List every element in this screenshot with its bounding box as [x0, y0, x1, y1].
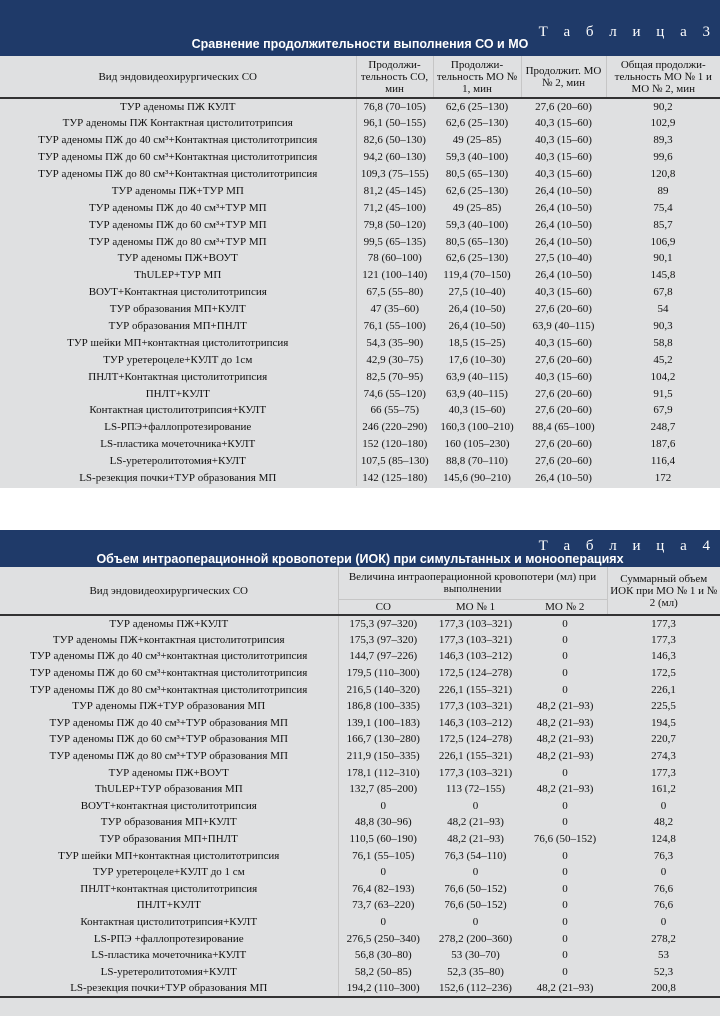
- value-cell: 48,2 (21–93): [536, 750, 594, 763]
- column-header: Продолжит. МО № 2, мин: [521, 56, 606, 98]
- table-row: [0, 615, 720, 632]
- procedure-cell: ТУР аденомы ПЖ до 60 см³+ТУР образования МП: [0, 731, 338, 748]
- value-cell: 0: [380, 799, 386, 812]
- table-row: [0, 199, 720, 216]
- value-cell: 48,2 (21–93): [536, 700, 594, 713]
- value-cell: 124,8: [651, 833, 676, 846]
- procedure-cell: ТУР аденомы ПЖ до 60 см³+Контактная цистолитотрипсия: [0, 149, 356, 166]
- procedure-cell: LS-пластика мочеточника+КУЛТ: [0, 436, 356, 453]
- value-cell: 0: [562, 949, 568, 962]
- value-cell: 120,8: [650, 168, 676, 180]
- column-header: Продолжи-тельность СО, мин: [356, 56, 433, 98]
- value-cell: 175,3 (97–320): [349, 633, 418, 646]
- table-row: [0, 402, 720, 419]
- value-cell: 76,1 (55–100): [363, 320, 426, 333]
- table-row: [0, 216, 720, 233]
- value-cell: 52,3: [653, 965, 674, 978]
- value-cell: 132,7 (85–200): [349, 783, 418, 796]
- table-row: [0, 182, 720, 199]
- table-row: [0, 132, 720, 149]
- value-cell: 58,2 (50–85): [354, 965, 412, 978]
- value-cell: 67,5 (55–80): [366, 286, 424, 299]
- value-cell: 88,8 (70–110): [446, 455, 508, 468]
- table-3-header: [0, 0, 720, 56]
- value-cell: 99,5 (65–135): [363, 235, 426, 248]
- value-cell: 40,3 (15–60): [535, 370, 592, 383]
- value-cell: 18,5 (15–25): [448, 336, 506, 349]
- value-cell: 119,4 (70–150): [443, 269, 511, 282]
- value-cell: 76,6 (50–152): [533, 833, 597, 846]
- value-cell: 110,5 (60–190): [349, 833, 417, 846]
- value-cell: 27,6 (20–60): [535, 387, 592, 400]
- procedure-cell: ТУР аденомы ПЖ+ТУР МП: [0, 182, 356, 199]
- value-cell: 67,8: [653, 286, 673, 299]
- value-cell: 62,6 (25–130): [445, 184, 509, 197]
- value-cell: 17,6 (10–30): [448, 353, 506, 366]
- table-4-number: Т а б л и ц а 4: [538, 538, 716, 554]
- value-cell: 96,1 (50–155): [363, 117, 426, 130]
- table-row: [0, 980, 720, 997]
- table-row: [0, 748, 720, 765]
- procedure-cell: ТУР аденомы ПЖ КУЛТ: [0, 98, 356, 115]
- value-cell: 0: [562, 849, 568, 862]
- procedure-cell: LS-резекция почки+ТУР образования МП: [0, 980, 338, 997]
- value-cell: 278,2: [651, 932, 676, 945]
- value-cell: 175,3 (97–320): [349, 617, 418, 630]
- table-row: [0, 318, 720, 335]
- table-4: [0, 530, 720, 1016]
- value-cell: 89,3: [653, 134, 673, 147]
- table-row: [0, 334, 720, 351]
- value-cell: 88,4 (65–100): [532, 421, 595, 434]
- table-row: [0, 930, 720, 947]
- table-row: [0, 798, 720, 815]
- value-cell: 0: [380, 866, 386, 879]
- value-cell: 161,2: [651, 783, 676, 796]
- table-row: [0, 831, 720, 848]
- value-cell: 194,5: [651, 716, 676, 729]
- subcolumn-header: СО: [338, 599, 428, 615]
- value-cell: 76,8 (70–105): [363, 100, 426, 113]
- value-cell: 106,9: [650, 235, 676, 248]
- value-cell: 90,3: [653, 320, 673, 333]
- value-cell: 62,6 (25–130): [445, 100, 509, 113]
- value-cell: 42,9 (30–75): [366, 353, 424, 366]
- column-group-header: Величина интраоперационной кровопотери (мл) при выполнении: [348, 570, 597, 595]
- value-cell: 75,4: [653, 201, 673, 214]
- table-row: [0, 814, 720, 831]
- value-cell: 0: [472, 799, 479, 812]
- procedure-cell: ТУР аденомы ПЖ Контактная цистолитотрипсия: [0, 115, 356, 132]
- value-cell: 144,7 (97–226): [349, 650, 418, 663]
- procedure-cell: ТУР аденомы ПЖ+ВОУТ: [0, 764, 338, 781]
- table-row: [0, 715, 720, 732]
- table-3-number: Т а б л и ц а 3: [538, 24, 716, 40]
- value-cell: 58,8: [653, 336, 673, 349]
- value-cell: 178,1 (112–310): [346, 766, 420, 779]
- table-row: [0, 897, 720, 914]
- value-cell: 89: [657, 184, 669, 197]
- value-cell: 48,2: [653, 816, 674, 829]
- value-cell: 76,6: [653, 899, 674, 912]
- value-cell: 226,1 (155–321): [438, 683, 513, 696]
- value-cell: 145,8: [650, 269, 676, 282]
- value-cell: 187,6: [650, 438, 676, 451]
- value-cell: 0: [562, 617, 568, 630]
- value-cell: 177,3: [651, 633, 676, 646]
- value-cell: 53: [658, 949, 669, 962]
- value-cell: 194,2 (110–300): [346, 981, 420, 994]
- table-row: [0, 665, 720, 682]
- value-cell: 82,6 (50–130): [363, 134, 426, 147]
- value-cell: 0: [660, 866, 667, 879]
- value-cell: 91,5: [653, 387, 673, 400]
- value-cell: 48,8 (30–96): [354, 816, 412, 829]
- value-cell: 145,6 (90–210): [443, 472, 511, 485]
- table-row: [0, 233, 720, 250]
- procedure-cell: ТУР аденомы ПЖ до 40 см³+контактная цистолитотрипсия: [0, 648, 338, 665]
- procedure-cell: LS-РПЭ+фаллопротезирование: [0, 419, 356, 436]
- value-cell: 246 (220–290): [362, 421, 428, 434]
- table-row: [0, 947, 720, 964]
- value-cell: 76,1 (55–105): [352, 849, 415, 862]
- procedure-cell: ТУР образования МП+КУЛТ: [0, 814, 338, 831]
- value-cell: 0: [562, 899, 568, 912]
- value-cell: 48,2 (21–93): [447, 833, 504, 846]
- procedure-cell: LS-РПЭ +фаллопротезирование: [0, 930, 338, 947]
- value-cell: 0: [562, 799, 568, 812]
- table-row: [0, 698, 720, 715]
- value-cell: 186,8 (100–335): [346, 700, 420, 713]
- value-cell: 0: [562, 965, 568, 978]
- procedure-cell: LS-резекция почки+ТУР образования МП: [0, 470, 356, 487]
- table-row: [0, 98, 720, 115]
- column-header: Общая продолжи-тельность МО № 1 и МО № 2, мин: [614, 58, 712, 95]
- value-cell: 48,2 (21–93): [536, 733, 594, 746]
- subcolumn-header: МО № 2: [523, 599, 607, 615]
- procedure-cell: ТУР аденомы ПЖ до 80 см³+контактная цистолитотрипсия: [0, 681, 338, 698]
- value-cell: 40,3 (15–60): [535, 336, 592, 349]
- value-cell: 85,7: [653, 218, 673, 231]
- procedure-cell: ПНЛТ+контактная цистолитотрипсия: [0, 881, 338, 898]
- value-cell: 49 (25–85): [452, 201, 502, 214]
- procedure-cell: Контактная цистолитотрипсия+КУЛТ: [0, 914, 338, 931]
- value-cell: 109,3 (75–155): [360, 168, 429, 180]
- value-cell: 152 (120–180): [362, 438, 428, 451]
- table-row: [0, 632, 720, 649]
- value-cell: 48,2 (21–93): [536, 716, 594, 729]
- value-cell: 40,3 (15–60): [535, 168, 592, 180]
- procedure-cell: ПНЛТ+КУЛТ: [0, 385, 356, 402]
- value-cell: 52,3 (35–80): [447, 965, 504, 978]
- value-cell: 0: [562, 932, 568, 945]
- procedure-cell: LS-уретеролитотомия+КУЛТ: [0, 963, 338, 980]
- table-row: [0, 847, 720, 864]
- value-cell: 177,3 (103–321): [438, 700, 513, 713]
- value-cell: 94,2 (60–130): [363, 151, 426, 164]
- value-cell: 225,5: [651, 700, 676, 713]
- value-cell: 73,7 (63–220): [352, 899, 415, 912]
- value-cell: 76,4 (82–193): [352, 882, 415, 895]
- table-row: [0, 914, 720, 931]
- value-cell: 226,1: [651, 683, 676, 696]
- value-cell: 48,2 (21–93): [447, 816, 504, 829]
- table-row: [0, 284, 720, 301]
- value-cell: 63,9 (40–115): [446, 370, 508, 383]
- value-cell: 78 (60–100): [367, 252, 422, 265]
- value-cell: 248,7: [650, 421, 676, 434]
- value-cell: 0: [562, 866, 568, 879]
- procedure-cell: Контактная цистолитотрипсия+КУЛТ: [0, 402, 356, 419]
- value-cell: 172,5: [651, 667, 676, 680]
- table-3: [0, 0, 720, 488]
- value-cell: 0: [380, 915, 386, 928]
- value-cell: 56,8 (30–80): [354, 949, 412, 962]
- table-row: [0, 368, 720, 385]
- table-3-grid: [0, 56, 720, 486]
- value-cell: 211,9 (150–335): [346, 750, 420, 763]
- value-cell: 81,2 (45–145): [363, 184, 426, 197]
- value-cell: 40,3 (15–60): [535, 134, 592, 147]
- table-row: [0, 166, 720, 183]
- value-cell: 26,4 (10–50): [448, 303, 506, 316]
- value-cell: 80,5 (65–130): [445, 168, 509, 180]
- value-cell: 0: [562, 915, 568, 928]
- value-cell: 40,3 (15–60): [535, 286, 592, 299]
- procedure-cell: ThULEP+ТУР образования МП: [0, 781, 338, 798]
- value-cell: 80,5 (65–130): [445, 235, 509, 248]
- value-cell: 0: [660, 799, 667, 812]
- table-row: [0, 385, 720, 402]
- procedure-cell: ПНЛТ+Контактная цистолитотрипсия: [0, 368, 356, 385]
- value-cell: 177,3 (103–321): [438, 617, 513, 630]
- procedure-cell: ТУР аденомы ПЖ до 60 см³+контактная цистолитотрипсия: [0, 665, 338, 682]
- value-cell: 172: [654, 472, 672, 485]
- procedure-cell: ТУР аденомы ПЖ до 80 см³+Контактная цистолитотрипсия: [0, 166, 356, 183]
- value-cell: 0: [472, 915, 479, 928]
- value-cell: 179,5 (110–300): [346, 667, 420, 680]
- value-cell: 40,3 (15–60): [448, 404, 506, 417]
- value-cell: 276,5 (250–340): [346, 932, 420, 945]
- procedure-cell: ТУР образования МП+ПНЛТ: [0, 318, 356, 335]
- procedure-cell: ТУР аденомы ПЖ до 40 см³+ТУР образования МП: [0, 715, 338, 732]
- value-cell: 79,8 (50–120): [363, 218, 426, 231]
- value-cell: 40,3 (15–60): [535, 151, 592, 164]
- procedure-cell: ТУР образования МП+КУЛТ: [0, 301, 356, 318]
- value-cell: 45,2: [653, 353, 673, 366]
- table-row: [0, 864, 720, 881]
- table-row: [0, 419, 720, 436]
- column-header: Вид эндовидеохирургических СО: [0, 56, 356, 98]
- value-cell: 278,2 (200–360): [438, 932, 513, 945]
- value-cell: 59,3 (40–100): [445, 151, 509, 164]
- value-cell: 40,3 (15–60): [535, 117, 592, 130]
- table-3-title: Сравнение продолжительности выполнения СО и МО: [191, 37, 529, 51]
- value-cell: 220,7: [651, 733, 676, 746]
- value-cell: 0: [562, 650, 568, 663]
- value-cell: 26,4 (10–50): [448, 320, 506, 333]
- table-4-grid: [0, 567, 720, 998]
- subcolumn-header: МО № 1: [428, 599, 523, 615]
- value-cell: 74,6 (55–120): [363, 387, 426, 400]
- procedure-cell: ТУР уретероцеле+КУЛТ до 1см: [0, 351, 356, 368]
- table-row: [0, 764, 720, 781]
- value-cell: 54,3 (35–90): [366, 336, 424, 349]
- value-cell: 146,3: [651, 650, 676, 663]
- value-cell: 177,3: [651, 617, 676, 630]
- table-row: [0, 301, 720, 318]
- value-cell: 27,6 (20–60): [535, 404, 592, 417]
- value-cell: 27,6 (20–60): [535, 100, 592, 113]
- table-row: [0, 149, 720, 166]
- value-cell: 27,6 (20–60): [535, 303, 592, 316]
- value-cell: 0: [562, 766, 568, 779]
- value-cell: 27,6 (20–60): [535, 438, 592, 451]
- table-row: [0, 115, 720, 132]
- value-cell: 76,6 (50–152): [444, 882, 507, 895]
- value-cell: 99,6: [653, 151, 673, 164]
- table-row: [0, 881, 720, 898]
- value-cell: 76,3 (54–110): [444, 849, 507, 862]
- table-row: [0, 267, 720, 284]
- procedure-cell: ТУР аденомы ПЖ до 80 см³+ТУР МП: [0, 233, 356, 250]
- value-cell: 121 (100–140): [362, 269, 428, 282]
- procedure-cell: ТУР аденомы ПЖ до 40 см³+ТУР МП: [0, 199, 356, 216]
- table-row: [0, 453, 720, 470]
- value-cell: 160,3 (100–210): [440, 421, 514, 434]
- procedure-cell: ТУР образования МП+ПНЛТ: [0, 831, 338, 848]
- value-cell: 139,1 (100–183): [346, 716, 420, 729]
- value-cell: 62,6 (25–130): [445, 252, 509, 265]
- value-cell: 26,4 (10–50): [535, 472, 592, 485]
- procedure-cell: ТУР аденомы ПЖ+КУЛТ: [0, 615, 338, 632]
- procedure-cell: ТУР аденомы ПЖ до 60 см³+ТУР МП: [0, 216, 356, 233]
- value-cell: 0: [562, 633, 568, 646]
- value-cell: 104,2: [650, 370, 676, 383]
- table-row: [0, 681, 720, 698]
- procedure-cell: ТУР аденомы ПЖ+ВОУТ: [0, 250, 356, 267]
- value-cell: 62,6 (25–130): [445, 117, 509, 130]
- value-cell: 113 (72–155): [445, 783, 506, 796]
- value-cell: 66 (55–75): [370, 404, 420, 417]
- value-cell: 76,6 (50–152): [444, 899, 507, 912]
- procedure-cell: ТУР аденомы ПЖ до 40 см³+Контактная цистолитотрипсия: [0, 132, 356, 149]
- value-cell: 0: [660, 915, 667, 928]
- value-cell: 177,3 (103–321): [438, 633, 513, 646]
- value-cell: 172,5 (124–278): [438, 733, 513, 746]
- value-cell: 102,9: [650, 117, 676, 130]
- value-cell: 152,6 (112–236): [439, 981, 512, 994]
- value-cell: 200,8: [651, 981, 676, 994]
- value-cell: 67,9: [653, 404, 673, 417]
- column-header: Продолжи-тельность МО № 1, мин: [433, 56, 521, 98]
- table-row: [0, 648, 720, 665]
- value-cell: 177,3 (103–321): [438, 766, 513, 779]
- value-cell: 146,3 (103–212): [438, 716, 513, 729]
- value-cell: 226,1 (155–321): [438, 750, 513, 763]
- column-header: Суммарный объем ИОК при МО № 1 и № 2 (мл): [607, 567, 720, 615]
- value-cell: 0: [562, 882, 568, 895]
- value-cell: 0: [562, 683, 568, 696]
- procedure-cell: ТУР шейки МП+контактная цистолитотрипсия: [0, 334, 356, 351]
- value-cell: 116,4: [650, 455, 676, 468]
- value-cell: 177,3: [651, 766, 676, 779]
- value-cell: 47 (35–60): [370, 303, 420, 316]
- table-row: [0, 436, 720, 453]
- procedure-cell: ТУР шейки МП+контактная цистолитотрипсия: [0, 847, 338, 864]
- value-cell: 48,2 (21–93): [536, 981, 594, 994]
- table-row: [0, 470, 720, 487]
- value-cell: 27,5 (10–40): [448, 286, 506, 299]
- procedure-cell: ТУР уретероцеле+КУЛТ до 1 см: [0, 864, 338, 881]
- value-cell: 216,5 (140–320): [346, 683, 420, 696]
- value-cell: 59,3 (40–100): [445, 218, 509, 231]
- value-cell: 146,3 (103–212): [438, 650, 513, 663]
- value-cell: 274,3: [651, 750, 676, 763]
- column-header: Вид эндовидеохирургических СО: [0, 567, 338, 615]
- procedure-cell: ТУР аденомы ПЖ+контактная цистолитотрипсия: [0, 632, 338, 649]
- value-cell: 142 (125–180): [362, 472, 428, 485]
- value-cell: 26,4 (10–50): [535, 269, 592, 282]
- value-cell: 63,9 (40–115): [446, 387, 508, 400]
- table-row: [0, 781, 720, 798]
- value-cell: 76,3: [653, 849, 674, 862]
- procedure-cell: ПНЛТ+КУЛТ: [0, 897, 338, 914]
- value-cell: 160 (105–230): [444, 438, 510, 451]
- value-cell: 27,6 (20–60): [535, 455, 592, 468]
- value-cell: 54: [657, 303, 669, 316]
- procedure-cell: ВОУТ+контактная цистолитотрипсия: [0, 798, 338, 815]
- value-cell: 172,5 (124–278): [438, 667, 513, 680]
- table-row: [0, 250, 720, 267]
- value-cell: 0: [562, 667, 568, 680]
- value-cell: 166,7 (130–280): [346, 733, 420, 746]
- value-cell: 63,9 (40–115): [532, 320, 595, 333]
- table-row: [0, 963, 720, 980]
- value-cell: 26,4 (10–50): [535, 235, 592, 248]
- value-cell: 48,2 (21–93): [536, 783, 594, 796]
- value-cell: 26,4 (10–50): [535, 184, 592, 197]
- value-cell: 76,6: [653, 882, 674, 895]
- value-cell: 0: [562, 816, 568, 829]
- value-cell: 90,2: [653, 100, 673, 113]
- procedure-cell: LS-уретеролитотомия+КУЛТ: [0, 453, 356, 470]
- procedure-cell: ТУР аденомы ПЖ до 80 см³+ТУР образования МП: [0, 748, 338, 765]
- table-4-title: Объем интраоперационной кровопотери (ИОК) при симультанных и монооперациях: [96, 552, 624, 566]
- value-cell: 26,4 (10–50): [535, 201, 592, 214]
- value-cell: 107,5 (85–130): [360, 455, 429, 468]
- procedure-cell: ТУР аденомы ПЖ+ТУР образования МП: [0, 698, 338, 715]
- value-cell: 71,2 (45–100): [363, 201, 426, 214]
- value-cell: 0: [472, 866, 479, 879]
- value-cell: 26,4 (10–50): [535, 218, 592, 231]
- procedure-cell: ВОУТ+Контактная цистолитотрипсия: [0, 284, 356, 301]
- value-cell: 82,5 (70–95): [366, 370, 424, 383]
- procedure-cell: LS-пластика мочеточника+КУЛТ: [0, 947, 338, 964]
- procedure-cell: ThULEP+ТУР МП: [0, 267, 356, 284]
- table-row: [0, 731, 720, 748]
- table-4-header: [0, 530, 720, 567]
- value-cell: 27,6 (20–60): [535, 353, 592, 366]
- value-cell: 90,1: [653, 252, 673, 265]
- value-cell: 49 (25–85): [452, 134, 502, 147]
- table-row: [0, 351, 720, 368]
- value-cell: 53 (30–70): [451, 949, 500, 962]
- value-cell: 27,5 (10–40): [535, 252, 592, 265]
